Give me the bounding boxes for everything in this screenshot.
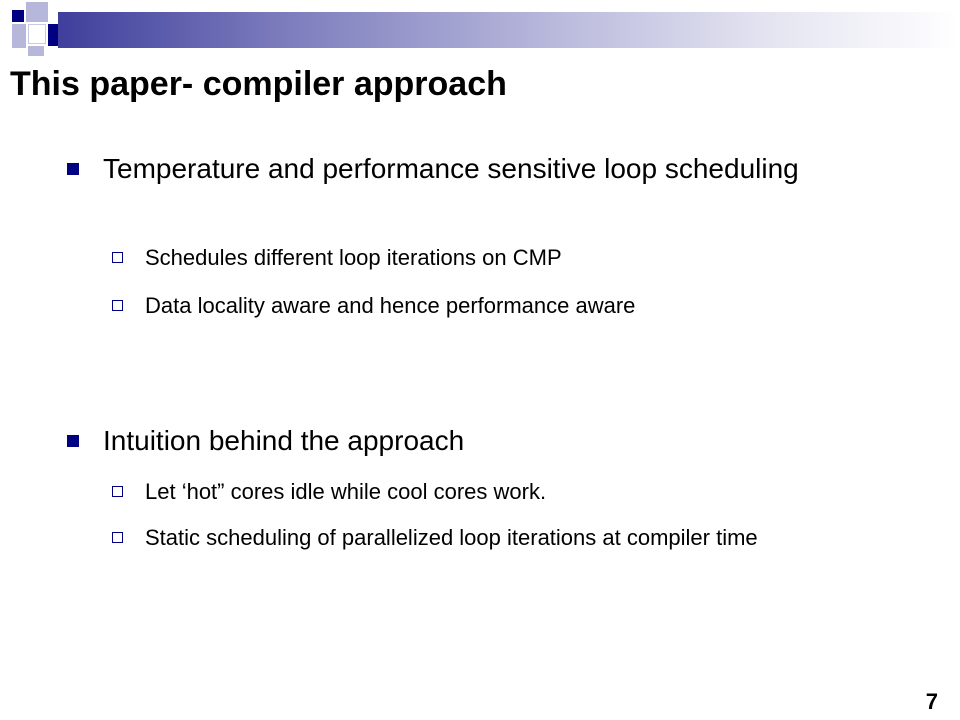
page-number: 7 <box>925 689 938 714</box>
sub-bullet-item <box>145 288 845 324</box>
hollow-square-bullet-icon <box>112 300 123 311</box>
sub-bullet-text: Static scheduling of parallelized loop iterations at compiler time <box>145 525 758 550</box>
sub-bullet-text: Let ‘hot” cores idle while cool cores work. <box>145 479 547 504</box>
sub-bullet-item <box>145 474 845 510</box>
decor-square-navy <box>12 10 24 22</box>
square-bullet-icon <box>67 435 79 447</box>
sub-bullet-item <box>145 240 845 276</box>
decor-square-lavender <box>12 24 26 48</box>
decor-square-lavender <box>26 2 48 22</box>
bullet-item <box>103 148 843 190</box>
decor-square-navy <box>48 24 58 46</box>
sub-bullet-text: Schedules different loop iterations on CMP <box>145 245 562 270</box>
hollow-square-bullet-icon <box>112 486 123 497</box>
bullet-item <box>103 420 843 462</box>
sub-bullet-item <box>145 520 845 556</box>
decor-square-lavender <box>28 46 44 56</box>
bullet-text: Temperature and performance sensitive loop scheduling <box>103 153 799 184</box>
header-gradient-bar <box>58 12 960 48</box>
slide-title: This paper- compiler approach <box>10 65 507 103</box>
hollow-square-bullet-icon <box>112 252 123 263</box>
decor-square-white <box>28 24 46 44</box>
square-bullet-icon <box>67 163 79 175</box>
hollow-square-bullet-icon <box>112 532 123 543</box>
sub-bullet-text: Data locality aware and hence performance aware <box>145 293 636 318</box>
bullet-text: Intuition behind the approach <box>103 425 465 456</box>
